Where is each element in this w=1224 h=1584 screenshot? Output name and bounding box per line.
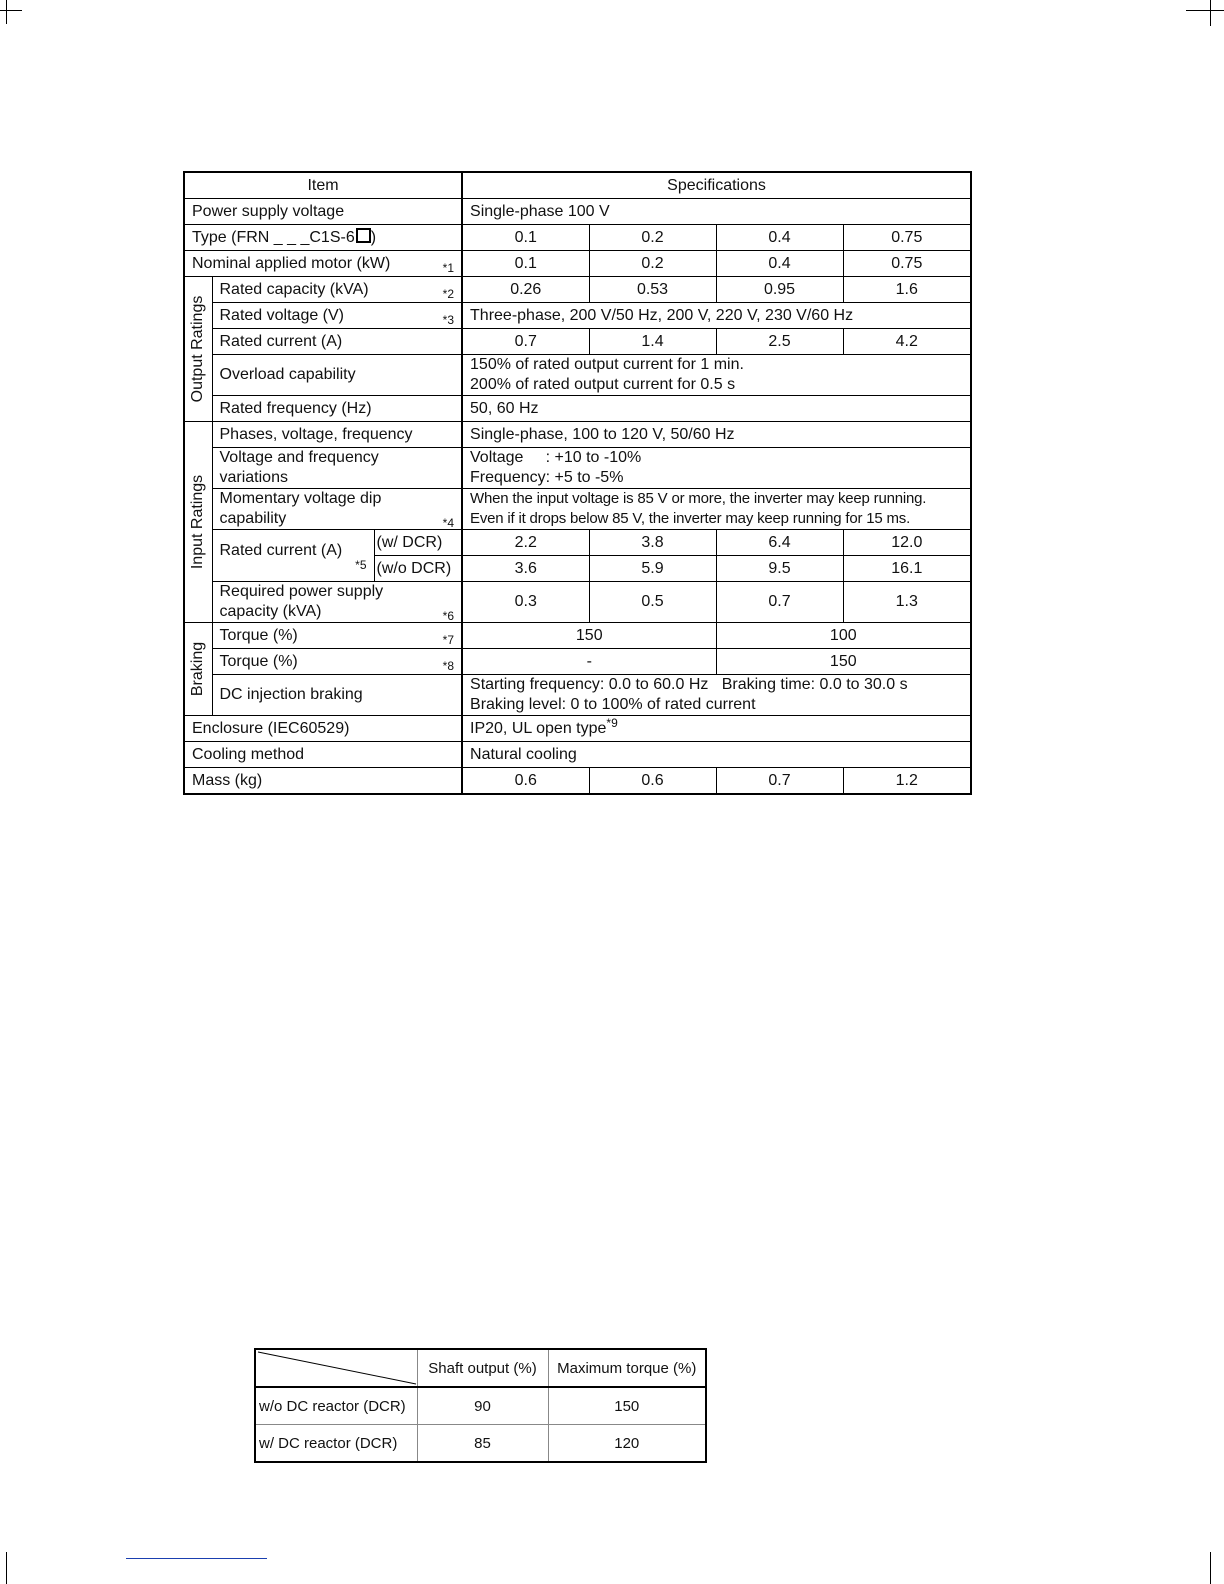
max-torque-value: 120 <box>548 1425 706 1463</box>
mass-row <box>184 768 971 795</box>
phases-row <box>184 422 971 448</box>
mass-value: 0.6 <box>589 768 716 795</box>
rated-frequency-label: Rated frequency (Hz) <box>212 396 462 422</box>
enclosure-text: IP20, UL open type <box>470 719 607 737</box>
torque-1-row <box>184 623 971 649</box>
braking-label: Braking <box>189 641 207 697</box>
power-capacity-label-line-1: Required power supply <box>219 583 384 600</box>
shaft-output-header: Shaft output (%) <box>417 1349 548 1387</box>
footer-rule <box>126 1558 267 1559</box>
input-rated-current-label <box>212 530 374 582</box>
output-rated-current-value: 2.5 <box>716 329 843 355</box>
dc-injection-label: DC injection braking <box>212 675 462 716</box>
momentary-row <box>184 489 971 530</box>
dc-injection-line-1: Starting frequency: 0.0 to 60.0 Hz Braking time: 0.0 to 30.0 s <box>470 676 908 693</box>
type-row <box>184 225 971 251</box>
footnote-ref: *5 <box>355 557 367 572</box>
wo-dcr-value: 16.1 <box>843 556 971 582</box>
nominal-motor-row <box>184 251 971 277</box>
input-ratings-label: Input Ratings <box>189 474 207 570</box>
footnote-ref: *2 <box>442 286 455 301</box>
torque-2-label <box>212 649 462 675</box>
specifications-table <box>183 171 972 795</box>
footnote-ref: *1 <box>442 260 455 275</box>
header-row <box>184 172 971 199</box>
w-dcr-value: 6.4 <box>716 530 843 556</box>
torque-2-text: Torque (%) <box>219 652 298 670</box>
wo-dcr-value: 3.6 <box>462 556 589 582</box>
dc-injection-line-2: Braking level: 0 to 100% of rated current <box>470 696 756 713</box>
torque-table <box>254 1348 707 1463</box>
power-capacity-label <box>212 582 462 623</box>
torque-1-right-value: 100 <box>716 623 971 649</box>
power-capacity-value: 1.3 <box>843 582 971 623</box>
box-placeholder-icon <box>356 228 371 243</box>
torque-1-text: Torque (%) <box>219 626 298 644</box>
momentary-label-text: capability <box>219 510 287 527</box>
braking-group <box>184 623 212 716</box>
dc-injection-row <box>184 675 971 716</box>
torque-row <box>255 1425 706 1463</box>
nominal-motor-value: 0.4 <box>716 251 843 277</box>
type-value: 0.1 <box>462 225 589 251</box>
footnote-ref: *6 <box>442 609 455 623</box>
enclosure-label: Enclosure (IEC60529) <box>184 716 462 742</box>
output-rated-current-label: Rated current (A) <box>212 329 462 355</box>
footnote-ref: *4 <box>442 516 455 530</box>
specifications-header: Specifications <box>462 172 971 199</box>
mass-label: Mass (kg) <box>184 768 462 795</box>
mass-value: 1.2 <box>843 768 971 795</box>
max-torque-header: Maximum torque (%) <box>548 1349 706 1387</box>
rated-voltage-value: Three-phase, 200 V/50 Hz, 200 V, 220 V, 230 V/60 Hz <box>462 303 971 329</box>
momentary-label <box>212 489 462 530</box>
output-rated-current-row <box>184 329 971 355</box>
overload-line-1: 150% of rated output current for 1 min. <box>470 356 744 373</box>
wo-dcr-label: (w/o DCR) <box>374 556 462 582</box>
w-dcr-value: 3.8 <box>589 530 716 556</box>
wo-dcr-value: 9.5 <box>716 556 843 582</box>
diagonal-line-icon <box>256 1350 418 1386</box>
output-ratings-label: Output Ratings <box>189 295 207 403</box>
nominal-motor-text: Nominal applied motor (kW) <box>192 254 391 272</box>
footnote-ref: *3 <box>442 312 455 327</box>
rated-capacity-label <box>212 277 462 303</box>
rated-capacity-value: 0.95 <box>716 277 843 303</box>
input-current-wdcr-row <box>184 530 971 556</box>
output-ratings-group <box>184 277 212 422</box>
w-dcr-label: (w/ DCR) <box>374 530 462 556</box>
enclosure-row <box>184 716 971 742</box>
nominal-motor-label <box>184 251 462 277</box>
variations-label <box>212 448 462 489</box>
power-capacity-value: 0.5 <box>589 582 716 623</box>
enclosure-value <box>462 716 971 742</box>
input-ratings-group <box>184 422 212 623</box>
momentary-line-2: Even if it drops below 85 V, the inverter may keep running for 15 ms. <box>470 510 911 527</box>
footnote-ref: *7 <box>442 632 455 647</box>
variations-line-1: Voltage : +10 to -10% <box>470 449 642 466</box>
wo-dcr-value: 5.9 <box>589 556 716 582</box>
rated-capacity-value: 1.6 <box>843 277 971 303</box>
variations-row <box>184 448 971 489</box>
torque-row <box>255 1387 706 1425</box>
variations-label-line-1: Voltage and frequency <box>219 449 379 466</box>
rated-voltage-text: Rated voltage (V) <box>219 306 345 324</box>
type-label-suffix: ) <box>370 228 377 246</box>
diagonal-corner-cell <box>255 1349 417 1387</box>
dc-injection-value <box>462 675 971 716</box>
overload-value <box>462 355 971 396</box>
mass-value: 0.7 <box>716 768 843 795</box>
torque-2-left-value: - <box>462 649 716 675</box>
overload-row <box>184 355 971 396</box>
type-value: 0.2 <box>589 225 716 251</box>
nominal-motor-value: 0.2 <box>589 251 716 277</box>
rated-capacity-value: 0.53 <box>589 277 716 303</box>
max-torque-value: 150 <box>548 1387 706 1425</box>
footnote-ref: *8 <box>442 658 455 673</box>
shaft-output-value: 85 <box>417 1425 548 1463</box>
power-capacity-row <box>184 582 971 623</box>
torque-1-left-value: 150 <box>462 623 716 649</box>
rated-capacity-value: 0.26 <box>462 277 589 303</box>
variations-value <box>462 448 971 489</box>
power-supply-label: Power supply voltage <box>184 199 462 225</box>
torque-header-row <box>255 1349 706 1387</box>
momentary-line-1: When the input voltage is 85 V or more, the inverter may keep running. <box>470 490 927 507</box>
type-label-prefix: Type (FRN _ _ _C1S-6 <box>192 228 355 246</box>
momentary-label-line-1: Momentary voltage dip <box>219 490 382 507</box>
rated-voltage-row <box>184 303 971 329</box>
torque-row-label: w/o DC reactor (DCR) <box>255 1387 417 1425</box>
cooling-value: Natural cooling <box>462 742 971 768</box>
power-capacity-value: 0.7 <box>716 582 843 623</box>
output-rated-current-value: 1.4 <box>589 329 716 355</box>
overload-label: Overload capability <box>212 355 462 396</box>
rated-capacity-text: Rated capacity (kVA) <box>219 280 369 298</box>
power-supply-row <box>184 199 971 225</box>
type-value: 0.4 <box>716 225 843 251</box>
rated-frequency-row <box>184 396 971 422</box>
input-rated-current-text: Rated current (A) <box>219 541 343 559</box>
variations-line-2: Frequency: +5 to -5% <box>470 469 624 486</box>
torque-2-row <box>184 649 971 675</box>
power-capacity-value: 0.3 <box>462 582 589 623</box>
power-supply-value: Single-phase 100 V <box>462 199 971 225</box>
rated-frequency-value: 50, 60 Hz <box>462 396 971 422</box>
nominal-motor-value: 0.1 <box>462 251 589 277</box>
nominal-motor-value: 0.75 <box>843 251 971 277</box>
power-capacity-label-text: capacity (kVA) <box>219 603 322 620</box>
mass-value: 0.6 <box>462 768 589 795</box>
output-rated-current-value: 0.7 <box>462 329 589 355</box>
cooling-row <box>184 742 971 768</box>
output-rated-current-value: 4.2 <box>843 329 971 355</box>
shaft-output-value: 90 <box>417 1387 548 1425</box>
item-header: Item <box>184 172 462 199</box>
momentary-label-line-2 <box>220 509 455 529</box>
w-dcr-value: 12.0 <box>843 530 971 556</box>
overload-line-2: 200% of rated output current for 0.5 s <box>470 376 736 393</box>
power-capacity-label-line-2 <box>220 602 455 622</box>
footnote-ref: *9 <box>606 715 618 730</box>
type-value: 0.75 <box>843 225 971 251</box>
torque-1-label <box>212 623 462 649</box>
phases-label: Phases, voltage, frequency <box>212 422 462 448</box>
cooling-label: Cooling method <box>184 742 462 768</box>
w-dcr-value: 2.2 <box>462 530 589 556</box>
torque-row-label: w/ DC reactor (DCR) <box>255 1425 417 1463</box>
torque-2-right-value: 150 <box>716 649 971 675</box>
variations-label-line-2: variations <box>219 469 288 486</box>
rated-voltage-label <box>212 303 462 329</box>
type-label <box>184 225 462 251</box>
rated-capacity-row <box>184 277 971 303</box>
phases-value: Single-phase, 100 to 120 V, 50/60 Hz <box>462 422 971 448</box>
momentary-value <box>462 489 971 530</box>
